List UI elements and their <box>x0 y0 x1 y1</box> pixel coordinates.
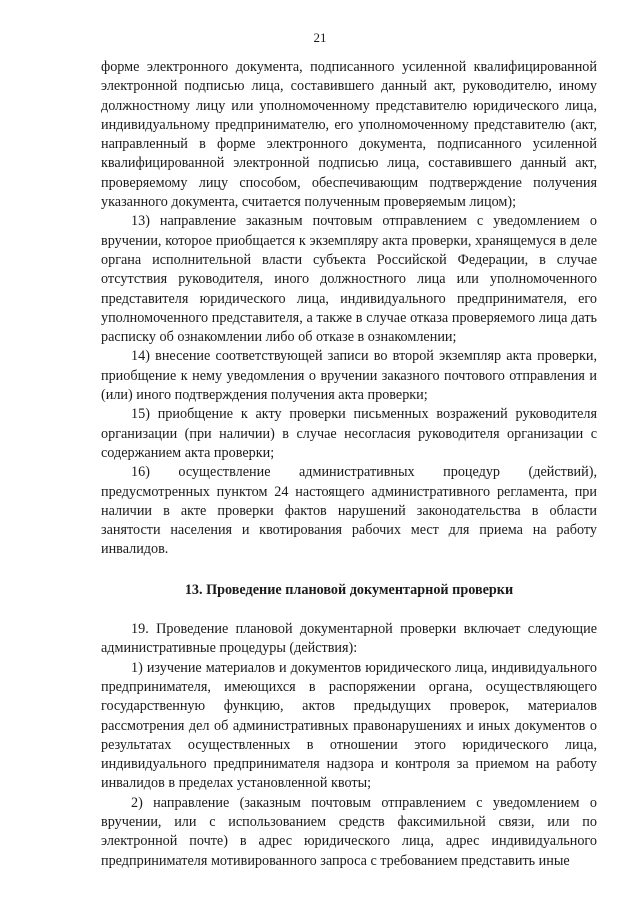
document-body <box>101 58 597 871</box>
paragraph-continuation: форме электронного документа, подписанного усиленной квалифицированной электронной подписью лица, составившего данный акт, руководителю, иному должностному лицу или уполномоченному представителю юридического лица, индивидуальному предпринимателю, его уполномоченному представителю (акт, направленный в форме электронного документа, подписанного усиленной квалифицированной электронной подписью лица, составившего данный акт, проверяемому лицу способом, обеспечивающим подтверждение получения указанного документа, считается полученным проверяемым лицом); <box>101 59 597 211</box>
paragraph-19: 19. Проведение плановой документарной проверки включает следующие административные процедуры (действия): <box>101 621 597 657</box>
list-item-14: 14) внесение соответствующей записи во второй экземпляр акта проверки, приобщение к нему уведомления о вручении заказного почтового отправления и (или) иного подтверждения получения акта проверки; <box>101 348 597 404</box>
list-item-15: 15) приобщение к акту проверки письменных возражений руководителя организации (при наличии) в случае несогласия руководителя организации с содержанием акта проверки; <box>101 406 597 461</box>
section-heading: 13. Проведение плановой документарной проверки <box>184 581 514 598</box>
list-item-2: 2) направление (заказным почтовым отправлением с уведомлением о вручении, или с использованием средств факсимильной связи, или по электронной почте) в адрес юридического лица, адрес индивидуального предпринимателя мотивированного запроса с требованием представить иные <box>101 794 597 869</box>
page-number: 21 <box>313 30 327 45</box>
list-item-16: 16) осуществление административных процедур (действий), предусмотренных пунктом 24 настоящего административного регламента, при наличии в акте проверки фактов нарушений законодательства в области занятости населения и квотирования рабочих мест для приема на работу инвалидов. <box>101 464 597 558</box>
list-item-1: 1) изучение материалов и документов юридического лица, индивидуального предпринимателя, имеющихся в распоряжении органа, осуществляющего государственную функцию, актов предыдущих проверок, материалов рассмотрения дел об административных правонарушениях и иных документов о результатах осуществленных в отношении этого юридического лица, индивидуального предпринимателя надзора и контроля за приемом на работу инвалидов в пределах установленной квоты; <box>101 659 597 792</box>
list-item-13: 13) направление заказным почтовым отправлением с уведомлением о вручении, которое приобщается к экземпляру акта проверки, хранящемуся в деле органа исполнительной власти субъекта Российской Федерации, в случае отсутствия руководителя, иного должностного лица или уполномоченного представителя юридического лица, индивидуального предпринимателя, его уполномоченного представителя, а также в случае отказа проверяемого лица дать расписку об ознакомлении либо об отказе в ознакомлении; <box>101 213 597 346</box>
